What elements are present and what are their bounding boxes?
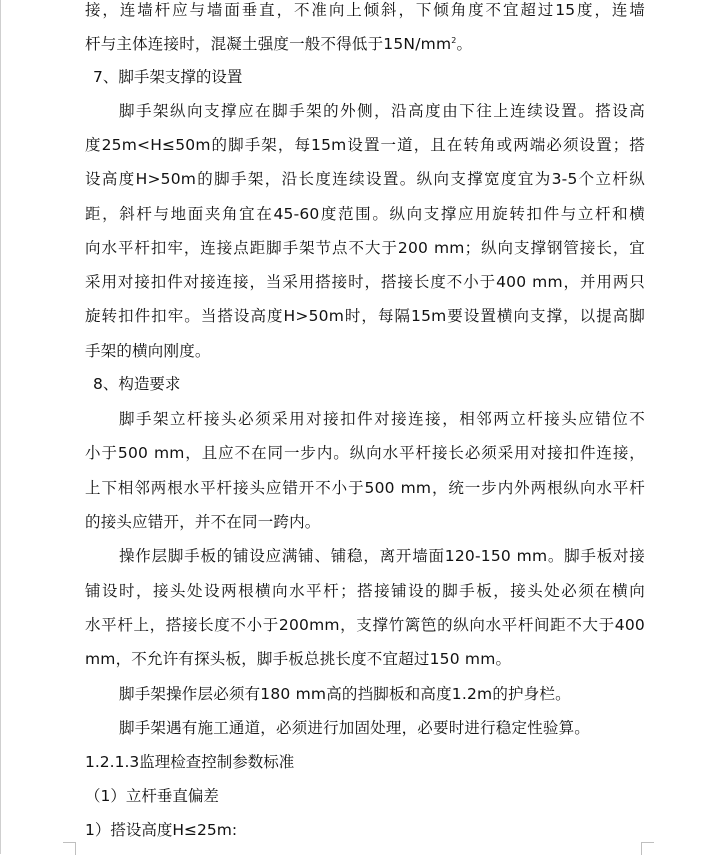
subsection-heading: 1.2.1.3监理检查控制参数标准 [85, 753, 295, 771]
superscript: 2 [451, 35, 457, 45]
text-line: mm，不允许有探头板，脚手板总挑长度不宜超过150 mm。 [85, 650, 512, 668]
text-line: 的接头应错开，并不在同一跨内。 [85, 513, 321, 531]
section-heading-7: 7、脚手架支撑的设置 [93, 68, 243, 86]
text-line: 旋转扣件扣牢。当搭设高度H>50m时，每隔15m要设置横向支撑，以提高脚 [85, 307, 645, 325]
text-line: 手架的横向刚度。 [85, 342, 211, 360]
text-line: 铺设时，接头处设两根横向水平杆；搭接铺设的脚手板，接头处必须在横向 [85, 582, 645, 600]
list-heading: （1）立杆垂直偏差 [85, 787, 219, 805]
text-line: 度25m<H≤50m的脚手架，每15m设置一道，且在转角或两端必须设置；搭 [85, 136, 645, 154]
margin-corner-mark [63, 842, 76, 855]
text-line: 操作层脚手板的铺设应满铺、铺稳，离开墙面120-150 mm。脚手板对接 [119, 547, 645, 565]
section-heading-8: 8、构造要求 [93, 375, 181, 393]
text-line: 设高度H>50m的脚手架，沿长度连续设置。纵向支撑宽度宜为3-5个立杆纵 [85, 170, 645, 188]
text-line: 脚手架遇有施工通道，必须进行加固处理，必要时进行稳定性验算。 [119, 719, 591, 737]
text-line: 杆与主体连接时，混凝土强度一般不得低于$15N/mm^2$。 [85, 35, 473, 53]
text-line: 向水平杆扣牢，连接点距脚手架节点不大于200 mm；纵向支撑钢管接长，宜 [85, 239, 645, 257]
text-line: 脚手架操作层必须有180 mm高的挡脚板和高度1.2m的护身栏。 [119, 685, 571, 703]
text-line: 脚手架立杆接头必须采用对接扣件对接连接，相邻两立杆接头应错位不 [119, 410, 645, 428]
text-line: 接，连墙杆应与墙面垂直，不准向上倾斜，下倾角度不宜超过15度，连墙 [85, 1, 645, 19]
text-line: 采用对接扣件对接连接，当采用搭接时，搭接长度不小于400 mm，并用两只 [85, 273, 645, 291]
list-item: 1）搭设高度H≤25m: [85, 821, 238, 839]
text-line: 上下相邻两根水平杆接头应错开不小于500 mm，统一步内外两根纵向水平杆 [85, 479, 645, 497]
margin-corner-mark [641, 842, 654, 855]
text-line: 距，斜杆与地面夹角宜在45-60度范围。纵向支撑应用旋转扣件与立杆和横 [85, 205, 645, 223]
text-line: 小于500 mm，且应不在同一步内。纵向水平杆接长必须采用对接扣件连接， [85, 444, 645, 462]
text-line: 水平杆上，搭接长度不小于200mm，支撑竹篱笆的纵向水平杆间距不大于400 [85, 616, 645, 634]
text-line: 脚手架纵向支撑应在脚手架的外侧，沿高度由下往上连续设置。搭设高 [119, 102, 645, 120]
